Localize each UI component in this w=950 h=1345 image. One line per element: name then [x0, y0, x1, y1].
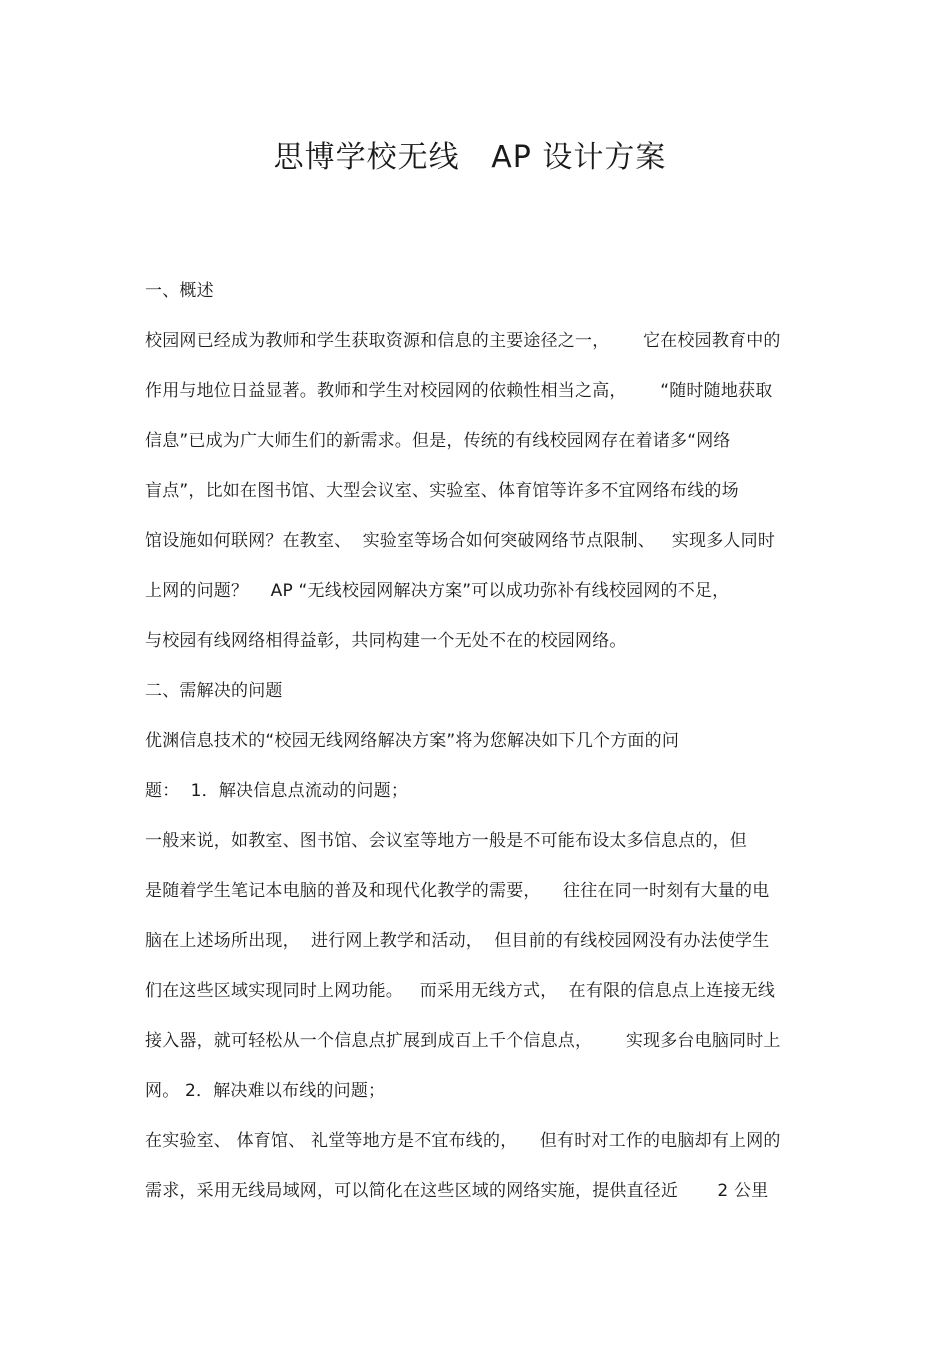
paragraph-line: 上网的问题？ AP “无线校园网解决方案”可以成功弥补有线校园网的不足，: [145, 581, 730, 601]
paragraph-line: 馆设施如何联网？在教室、 实验室等场合如何突破网络节点限制、 实现多人同时: [145, 531, 776, 551]
paragraph-line: 网。 2．解决难以布线的问题；: [145, 1081, 386, 1101]
paragraph-line: 接入器，就可轻松从一个信息点扩展到成百上千个信息点， 实现多台电脑同时上: [145, 1031, 781, 1051]
paragraph-line: 一般来说，如教室、图书馆、会议室等地方一般是不可能布设太多信息点的，但: [145, 831, 747, 851]
document-title: 思博学校无线 AP 设计方案: [273, 140, 667, 175]
paragraph-line: 需求，采用无线局域网，可以简化在这些区域的网络实施，提供直径近 2 公里: [145, 1181, 769, 1201]
paragraph-line: 校园网已经成为教师和学生获取资源和信息的主要途径之一， 它在校园教育中的: [145, 331, 781, 351]
paragraph-line: 题： 1．解决信息点流动的问题；: [145, 781, 409, 801]
paragraph-line: 盲点”，比如在图书馆、大型会议室、实验室、体育馆等许多不宜网络布线的场: [145, 481, 739, 501]
paragraph-line: 优渊信息技术的“校园无线网络解决方案”将为您解决如下几个方面的问: [145, 731, 680, 751]
paragraph-line: 与校园有线网络相得益彰，共同构建一个无处不在的校园网络。: [145, 631, 627, 651]
paragraph-line: 在实验室、 体育馆、 礼堂等地方是不宜布线的， 但有时对工作的电脑却有上网的: [145, 1131, 781, 1151]
section-heading-overview: 一、概述: [145, 281, 214, 301]
paragraph-line: 是随着学生笔记本电脑的普及和现代化教学的需要， 往往在同一时刻有大量的电: [145, 881, 770, 901]
paragraph-line: 信息”已成为广大师生们的新需求。但是，传统的有线校园网存在着诸多“网络: [145, 431, 731, 451]
paragraph-line: 作用与地位日益显著。教师和学生对校园网的依赖性相当之高， “随时随地获取: [145, 381, 773, 401]
paragraph-line: 脑在上述场所出现， 进行网上教学和活动， 但目前的有线校园网没有办法使学生: [145, 931, 770, 951]
section-heading-problems: 二、需解决的问题: [145, 681, 283, 701]
paragraph-line: 们在这些区域实现同时上网功能。 而采用无线方式， 在有限的信息点上连接无线: [145, 981, 776, 1001]
